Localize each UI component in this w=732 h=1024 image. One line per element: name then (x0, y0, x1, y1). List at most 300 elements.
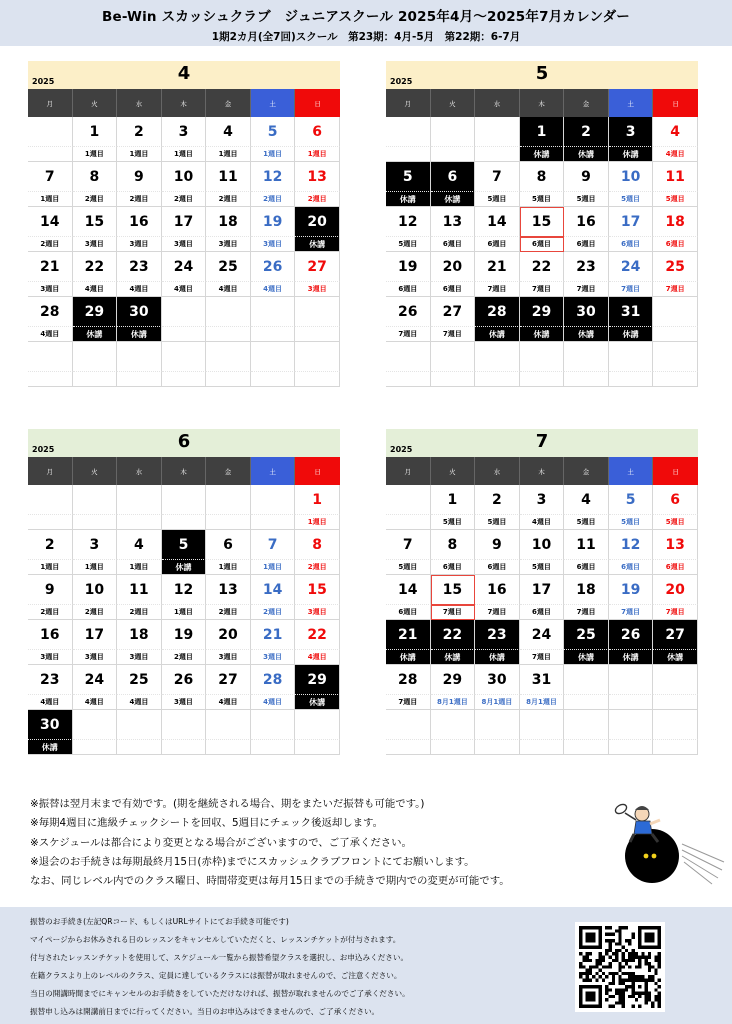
closed-label: 休講 (475, 327, 520, 342)
day-number: 12 (162, 575, 207, 605)
day-number: 24 (73, 665, 118, 695)
weekday-label: 金 (206, 457, 251, 485)
week-label: 2週目 (117, 605, 162, 620)
week-label: 6週目 (653, 560, 698, 575)
day-number: 3 (520, 485, 565, 515)
empty-cell (564, 740, 609, 755)
week-label: 5週目 (520, 560, 565, 575)
empty-cell (386, 342, 431, 372)
page-title: Be-Win スカッシュクラブ ジュニアスクール 2025年4月～2025年7月カレンダー (101, 9, 631, 25)
week-label: 4週目 (162, 282, 207, 297)
day-number: 30 (475, 665, 520, 695)
weekday-label: 金 (206, 89, 251, 117)
day-number: 21 (251, 620, 296, 650)
empty-cell (475, 710, 520, 740)
empty-cell (653, 372, 698, 387)
closed-label: 休講 (73, 327, 118, 342)
empty-cell (206, 485, 251, 515)
closed-label: 休講 (431, 192, 476, 207)
week-label: 8月1週目 (520, 695, 565, 710)
week-label: 2週目 (162, 192, 207, 207)
qr-code-icon (579, 926, 661, 1008)
week-label: 7週目 (653, 605, 698, 620)
empty-cell (251, 327, 296, 342)
day-number: 22 (431, 620, 476, 650)
day-number: 28 (386, 665, 431, 695)
closed-label: 休講 (520, 147, 565, 162)
empty-cell (73, 710, 118, 740)
empty-cell (520, 710, 565, 740)
closed-label: 休講 (475, 650, 520, 665)
empty-cell (475, 147, 520, 162)
empty-cell (117, 710, 162, 740)
day-number: 9 (475, 530, 520, 560)
day-number: 15 (73, 207, 118, 237)
week-label: 6週目 (653, 237, 698, 252)
closed-label: 休講 (564, 147, 609, 162)
empty-cell (295, 297, 340, 327)
day-number: 25 (564, 620, 609, 650)
weekday-label: 水 (117, 457, 162, 485)
day-number: 22 (295, 620, 340, 650)
day-number: 4 (564, 485, 609, 515)
calendar-grid (386, 485, 698, 755)
closed-label: 休講 (564, 650, 609, 665)
week-label: 6週目 (564, 237, 609, 252)
week-label: 3週目 (251, 650, 296, 665)
note-line: ※振替は翌月末まで有効です。(期を継続される場合、期をまたいだ振替も可能です。) (30, 798, 425, 810)
weekday-label: 土 (251, 89, 296, 117)
empty-cell (431, 117, 476, 147)
calendar-month-june (28, 429, 340, 755)
day-number: 30 (564, 297, 609, 327)
week-label: 4週目 (117, 695, 162, 710)
day-number: 5 (386, 162, 431, 192)
week-label: 2週目 (28, 237, 73, 252)
day-number: 19 (162, 620, 207, 650)
day-number: 30 (117, 297, 162, 327)
day-number: 16 (564, 207, 609, 237)
day-number: 25 (653, 252, 698, 282)
empty-cell (295, 740, 340, 755)
week-label: 5週目 (564, 192, 609, 207)
day-number: 10 (609, 162, 654, 192)
day-number: 29 (520, 297, 565, 327)
closed-label: 休講 (564, 327, 609, 342)
week-label: 2週目 (206, 605, 251, 620)
transfer-info-line: 付与されたレッスンチケットを使用して、スケジュール一覧から振替希望クラスを選択し、お申込みください。 (30, 953, 409, 963)
day-number: 31 (520, 665, 565, 695)
week-label: 6週目 (475, 560, 520, 575)
week-label: 3週目 (117, 650, 162, 665)
calendar-grid (28, 117, 340, 387)
day-number: 8 (520, 162, 565, 192)
empty-cell (653, 710, 698, 740)
week-label: 7週目 (431, 605, 476, 620)
empty-cell (251, 485, 296, 515)
empty-cell (73, 740, 118, 755)
week-label: 2週目 (73, 605, 118, 620)
week-label: 1週目 (295, 515, 340, 530)
week-label: 1週目 (73, 560, 118, 575)
calendar-month-april (28, 61, 340, 387)
week-label: 1週目 (295, 147, 340, 162)
weekday-label: 木 (520, 89, 565, 117)
day-number: 26 (162, 665, 207, 695)
weekday-label: 土 (609, 89, 654, 117)
transfer-info-line: 振替申し込みは開講前日までに行ってください。当日のお申込みはできませんので、ご了承ください。 (30, 1007, 380, 1017)
empty-cell (653, 740, 698, 755)
closed-label: 休講 (295, 695, 340, 710)
empty-cell (564, 342, 609, 372)
day-number: 23 (564, 252, 609, 282)
day-number: 9 (117, 162, 162, 192)
day-number: 7 (475, 162, 520, 192)
week-label: 3週目 (28, 282, 73, 297)
day-number: 28 (28, 297, 73, 327)
day-number: 7 (251, 530, 296, 560)
closed-label: 休講 (295, 237, 340, 252)
closed-label: 休講 (117, 327, 162, 342)
week-label: 3週目 (206, 237, 251, 252)
empty-cell (73, 515, 118, 530)
week-label: 6週目 (609, 237, 654, 252)
week-label: 4週目 (73, 282, 118, 297)
month-label: 6 (177, 431, 191, 452)
empty-cell (431, 342, 476, 372)
day-number: 16 (28, 620, 73, 650)
empty-cell (28, 342, 73, 372)
page-header (0, 0, 732, 46)
week-label: 4週目 (206, 695, 251, 710)
note-line: ※退会のお手続きは毎期最終月15日(赤枠)までにスカッシュクラブフロントにてお願いします。 (30, 855, 475, 868)
week-label: 6週目 (386, 282, 431, 297)
day-number: 22 (520, 252, 565, 282)
transfer-info-line: 在籍クラスより上のレベルのクラス、定員に達しているクラスには振替が取れませんので、ご注意ください。 (30, 971, 402, 981)
weekday-label: 水 (475, 89, 520, 117)
empty-cell (386, 740, 431, 755)
weekday-header (28, 89, 340, 117)
week-label: 3週目 (295, 605, 340, 620)
week-label: 3週目 (162, 695, 207, 710)
day-number: 5 (251, 117, 296, 147)
day-number: 1 (73, 117, 118, 147)
day-number: 26 (609, 620, 654, 650)
day-number: 28 (475, 297, 520, 327)
week-label: 7週目 (520, 282, 565, 297)
week-label: 5週目 (431, 515, 476, 530)
week-label: 3週目 (28, 650, 73, 665)
day-number: 24 (520, 620, 565, 650)
day-number: 13 (431, 207, 476, 237)
week-label: 7週目 (475, 282, 520, 297)
week-label: 8月1週目 (475, 695, 520, 710)
day-number: 3 (609, 117, 654, 147)
closed-label: 休講 (386, 192, 431, 207)
month-banner (386, 61, 698, 89)
empty-cell (117, 372, 162, 387)
empty-cell (162, 297, 207, 327)
week-label: 6週目 (609, 560, 654, 575)
empty-cell (206, 372, 251, 387)
day-number: 11 (564, 530, 609, 560)
day-number: 4 (117, 530, 162, 560)
empty-cell (162, 327, 207, 342)
day-number: 2 (117, 117, 162, 147)
empty-cell (162, 515, 207, 530)
weekday-label: 日 (653, 89, 698, 117)
day-number: 12 (609, 530, 654, 560)
day-number: 24 (609, 252, 654, 282)
day-number: 6 (206, 530, 251, 560)
weekday-label: 火 (73, 457, 118, 485)
week-label: 1週目 (206, 560, 251, 575)
week-label: 2週目 (162, 650, 207, 665)
weekday-header (386, 89, 698, 117)
page-subtitle: 1期2カ月(全7回)スクール 第23期：4月-5月 第22期：6-7月 (211, 31, 521, 43)
week-label: 3週目 (73, 237, 118, 252)
weekday-label: 木 (162, 89, 207, 117)
week-label: 6週目 (431, 237, 476, 252)
week-label: 3週目 (295, 282, 340, 297)
empty-cell (251, 372, 296, 387)
day-number: 22 (73, 252, 118, 282)
day-number: 21 (386, 620, 431, 650)
day-number: 11 (117, 575, 162, 605)
week-label: 4週目 (251, 695, 296, 710)
empty-cell (206, 515, 251, 530)
day-number: 16 (475, 575, 520, 605)
week-label: 5週目 (475, 192, 520, 207)
day-number: 19 (251, 207, 296, 237)
day-number: 11 (206, 162, 251, 192)
empty-cell (206, 342, 251, 372)
closed-label: 休講 (609, 327, 654, 342)
day-number: 25 (117, 665, 162, 695)
day-number: 9 (564, 162, 609, 192)
week-label: 7週目 (609, 605, 654, 620)
week-label: 7週目 (564, 605, 609, 620)
month-banner (28, 429, 340, 457)
week-label: 7週目 (386, 327, 431, 342)
weekday-label: 日 (653, 457, 698, 485)
week-label: 1週目 (162, 147, 207, 162)
empty-cell (73, 485, 118, 515)
week-label: 3週目 (117, 237, 162, 252)
empty-cell (251, 710, 296, 740)
empty-cell (653, 695, 698, 710)
week-label: 1週目 (117, 147, 162, 162)
weekday-label: 土 (609, 457, 654, 485)
week-label: 4週目 (206, 282, 251, 297)
day-number: 17 (162, 207, 207, 237)
empty-cell (431, 740, 476, 755)
day-number: 13 (206, 575, 251, 605)
empty-cell (206, 327, 251, 342)
empty-cell (386, 710, 431, 740)
calendar-month-july (386, 429, 698, 755)
empty-cell (295, 327, 340, 342)
empty-cell (117, 342, 162, 372)
day-number: 6 (295, 117, 340, 147)
weekday-label: 水 (475, 457, 520, 485)
month-label: 7 (535, 431, 549, 452)
week-label: 1週目 (117, 560, 162, 575)
week-label: 5週目 (520, 192, 565, 207)
day-number: 30 (28, 710, 73, 740)
day-number: 8 (295, 530, 340, 560)
empty-cell (251, 342, 296, 372)
day-number: 20 (295, 207, 340, 237)
week-label: 4週目 (295, 650, 340, 665)
empty-cell (609, 740, 654, 755)
week-label: 2週目 (251, 192, 296, 207)
week-label: 5週目 (564, 515, 609, 530)
closed-label: 休講 (28, 740, 73, 755)
day-number: 21 (475, 252, 520, 282)
day-number: 4 (653, 117, 698, 147)
empty-cell (564, 372, 609, 387)
week-label: 2週目 (73, 192, 118, 207)
empty-cell (206, 710, 251, 740)
day-number: 11 (653, 162, 698, 192)
empty-cell (117, 740, 162, 755)
closed-label: 休講 (162, 560, 207, 575)
weekday-label: 月 (28, 457, 73, 485)
empty-cell (653, 327, 698, 342)
empty-cell (564, 665, 609, 695)
day-number: 18 (206, 207, 251, 237)
week-label: 6週目 (431, 282, 476, 297)
transfer-info-line: 当日の開講時間までにキャンセルのお手続きをしていただけなければ、振替が取れませんのでご了承ください。 (30, 989, 410, 999)
day-number: 14 (251, 575, 296, 605)
week-label: 6週目 (520, 237, 565, 252)
day-number: 29 (431, 665, 476, 695)
day-number: 26 (251, 252, 296, 282)
day-number: 2 (28, 530, 73, 560)
week-label: 4週目 (73, 695, 118, 710)
week-label: 6週目 (475, 237, 520, 252)
empty-cell (162, 740, 207, 755)
day-number: 29 (295, 665, 340, 695)
note-line: ※毎期4週目に進級チェックシートを回収、5週目にチェック後返却します。 (30, 817, 383, 830)
week-label: 6週目 (431, 560, 476, 575)
closed-label: 休講 (653, 650, 698, 665)
empty-cell (609, 342, 654, 372)
empty-cell (386, 147, 431, 162)
month-banner (28, 61, 340, 89)
empty-cell (386, 515, 431, 530)
month-label: 5 (535, 63, 549, 84)
week-label: 3週目 (162, 237, 207, 252)
day-number: 10 (162, 162, 207, 192)
week-label: 2週目 (295, 192, 340, 207)
week-label: 1週目 (251, 560, 296, 575)
week-label: 6週目 (520, 605, 565, 620)
day-number: 21 (28, 252, 73, 282)
empty-cell (653, 342, 698, 372)
week-label: 2週目 (28, 605, 73, 620)
empty-cell (609, 665, 654, 695)
day-number: 2 (564, 117, 609, 147)
empty-cell (28, 485, 73, 515)
year-label: 2025 (390, 77, 413, 86)
day-number: 3 (162, 117, 207, 147)
weekday-label: 日 (295, 89, 340, 117)
day-number: 15 (520, 207, 565, 237)
day-number: 2 (475, 485, 520, 515)
week-label: 1週目 (28, 560, 73, 575)
empty-cell (251, 740, 296, 755)
empty-cell (475, 372, 520, 387)
closed-label: 休講 (609, 650, 654, 665)
weekday-label: 水 (117, 89, 162, 117)
empty-cell (609, 372, 654, 387)
calendar-month-may (386, 61, 698, 387)
weekday-label: 月 (386, 89, 431, 117)
week-label: 2週目 (117, 192, 162, 207)
day-number: 23 (28, 665, 73, 695)
empty-cell (162, 485, 207, 515)
empty-cell (475, 740, 520, 755)
empty-cell (28, 147, 73, 162)
empty-cell (609, 695, 654, 710)
empty-cell (431, 372, 476, 387)
day-number: 16 (117, 207, 162, 237)
weekday-label: 火 (431, 89, 476, 117)
week-label: 1週目 (251, 147, 296, 162)
qr-code[interactable] (575, 922, 665, 1012)
empty-cell (520, 740, 565, 755)
day-number: 23 (475, 620, 520, 650)
week-label: 1週目 (73, 147, 118, 162)
week-label: 1週目 (28, 192, 73, 207)
empty-cell (386, 372, 431, 387)
day-number: 10 (520, 530, 565, 560)
year-label: 2025 (32, 77, 55, 86)
weekday-label: 日 (295, 457, 340, 485)
day-number: 14 (28, 207, 73, 237)
day-number: 5 (162, 530, 207, 560)
week-label: 1週目 (162, 605, 207, 620)
week-label: 3週目 (251, 237, 296, 252)
week-label: 7週目 (431, 327, 476, 342)
year-label: 2025 (390, 445, 413, 454)
weekday-label: 土 (251, 457, 296, 485)
day-number: 25 (206, 252, 251, 282)
empty-cell (73, 342, 118, 372)
weekday-header (386, 457, 698, 485)
empty-cell (564, 710, 609, 740)
day-number: 18 (117, 620, 162, 650)
day-number: 15 (295, 575, 340, 605)
empty-cell (386, 117, 431, 147)
empty-cell (564, 695, 609, 710)
day-number: 27 (431, 297, 476, 327)
empty-cell (73, 372, 118, 387)
closed-label: 休講 (386, 650, 431, 665)
week-label: 5週目 (609, 192, 654, 207)
empty-cell (206, 740, 251, 755)
day-number: 17 (73, 620, 118, 650)
day-number: 20 (206, 620, 251, 650)
empty-cell (475, 342, 520, 372)
day-number: 27 (206, 665, 251, 695)
empty-cell (295, 372, 340, 387)
closed-label: 休講 (609, 147, 654, 162)
week-label: 4週目 (251, 282, 296, 297)
day-number: 29 (73, 297, 118, 327)
